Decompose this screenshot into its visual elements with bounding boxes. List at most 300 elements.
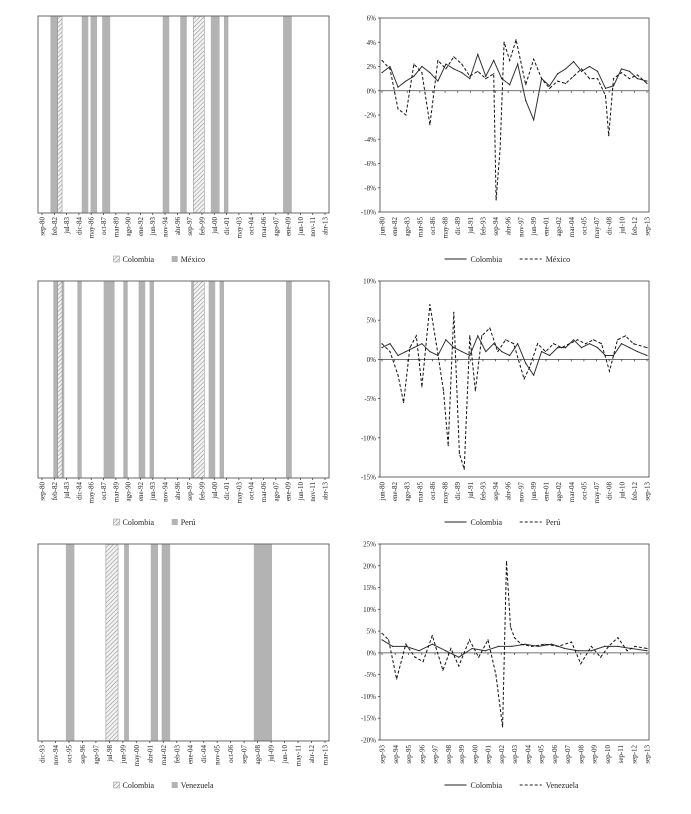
x-tick-label: oct-04 <box>247 217 256 235</box>
data-point-colombia <box>517 343 518 344</box>
data-point-colombia <box>646 355 647 356</box>
period-bar-colombia-0 <box>106 545 118 741</box>
period-bar-venezuela-5 <box>254 545 272 741</box>
data-point-colombia <box>509 355 510 356</box>
data-point-colombia <box>413 76 414 77</box>
data-point-colombia <box>453 347 454 348</box>
data-point-venezuela <box>450 648 451 649</box>
data-point-méxico <box>646 83 647 84</box>
x-tick-label: mar-13 <box>321 745 330 766</box>
x-tick-label: nov-11 <box>309 217 318 237</box>
data-point-perú <box>436 343 437 344</box>
plot-frame <box>380 544 649 740</box>
y-tick-label: -10% <box>360 208 376 217</box>
data-point-colombia <box>405 80 406 81</box>
legend-swatch-0 <box>114 256 120 262</box>
x-tick-label: dic-01 <box>223 482 232 500</box>
x-tick-label: jul-00 <box>210 482 219 499</box>
x-tick-label: mar-04 <box>567 217 576 238</box>
data-point-perú <box>429 304 430 305</box>
x-tick-label: sep-98 <box>444 745 453 764</box>
x-tick-label: abr-12 <box>308 745 317 764</box>
period-bar-méxico-2 <box>91 17 98 213</box>
y-tick-label: 0% <box>366 87 376 96</box>
data-point-méxico <box>493 73 494 74</box>
data-point-venezuela <box>617 637 618 638</box>
data-point-perú <box>577 339 578 340</box>
data-point-méxico <box>461 63 462 64</box>
data-point-méxico <box>477 71 478 72</box>
x-tick-label: oct-87 <box>100 217 109 235</box>
legend <box>445 781 580 790</box>
data-point-colombia <box>493 60 494 61</box>
data-point-colombia <box>629 347 630 348</box>
data-point-venezuela <box>646 648 647 649</box>
x-tick-label: ene-04 <box>186 745 195 765</box>
data-point-colombia <box>525 100 526 101</box>
data-point-colombia <box>461 72 462 73</box>
y-tick-label: -15% <box>360 714 376 723</box>
x-tick-label: oct-87 <box>100 482 109 500</box>
x-tick-label: may-00 <box>132 745 141 767</box>
data-point-venezuela <box>487 639 488 640</box>
data-point-colombia <box>589 66 590 67</box>
y-tick-label: -5% <box>364 395 376 404</box>
data-point-perú <box>453 312 454 313</box>
data-point-méxico <box>525 84 526 85</box>
data-point-colombia <box>573 339 574 340</box>
data-point-méxico <box>515 39 516 40</box>
data-point-venezuela <box>495 674 496 675</box>
data-point-méxico <box>405 114 406 115</box>
data-point-colombia <box>429 351 430 352</box>
x-tick-label: oct-05 <box>580 217 589 235</box>
x-tick-label: sep-13 <box>643 217 652 236</box>
x-tick-label: sep-04 <box>524 745 533 764</box>
y-tick-label: -6% <box>364 160 376 168</box>
x-tick-label: sep-94 <box>492 481 501 501</box>
data-point-colombia <box>617 646 618 647</box>
x-tick-label: sep-11 <box>617 745 625 764</box>
x-tick-label: jun-99 <box>529 217 538 236</box>
data-point-perú <box>389 351 390 352</box>
data-point-venezuela <box>634 646 635 647</box>
data-point-perú <box>593 339 594 340</box>
data-point-colombia <box>429 72 430 73</box>
data-point-colombia <box>533 119 534 120</box>
x-tick-label: dic-01 <box>223 217 232 235</box>
legend-swatch-0 <box>114 782 120 788</box>
data-point-méxico <box>504 42 505 43</box>
legend-swatch-0 <box>114 519 120 525</box>
y-tick-label: 4% <box>366 38 376 47</box>
x-tick-label: sep-97 <box>186 482 195 501</box>
x-tick-label: jun-93 <box>149 217 158 236</box>
y-tick-label: -4% <box>364 135 376 144</box>
recession-chart-0 <box>38 16 330 238</box>
x-tick-label: may-07 <box>593 482 602 504</box>
data-point-colombia <box>381 639 382 640</box>
data-point-venezuela <box>558 646 559 647</box>
data-point-venezuela <box>405 644 406 645</box>
data-point-venezuela <box>432 635 433 636</box>
data-point-perú <box>617 339 618 340</box>
x-tick-label: feb-99 <box>198 217 207 236</box>
data-point-venezuela <box>591 646 592 647</box>
x-tick-label: sep-13 <box>643 745 652 764</box>
x-tick-label: sep-97 <box>431 745 440 764</box>
data-point-perú <box>459 453 460 454</box>
data-point-venezuela <box>502 726 503 727</box>
y-tick-label: 0% <box>366 355 376 364</box>
x-tick-label: jul-00 <box>210 217 219 234</box>
period-bar-venezuela-2 <box>124 545 129 741</box>
data-point-colombia <box>551 644 552 645</box>
x-tick-label: jul-10 <box>618 217 627 234</box>
x-tick-label: jun-93 <box>149 482 158 501</box>
x-tick-label: ago-07 <box>272 217 281 237</box>
x-tick-label: oct-86 <box>428 482 437 500</box>
x-tick-label: mar-85 <box>416 217 425 238</box>
data-point-méxico <box>437 60 438 61</box>
data-point-colombia <box>509 84 510 85</box>
y-tick-label: 10% <box>363 605 376 614</box>
x-tick-label: may-11 <box>294 745 303 767</box>
data-point-colombia <box>564 648 565 649</box>
x-tick-label: jul-91 <box>466 217 475 234</box>
data-point-colombia <box>581 347 582 348</box>
data-point-perú <box>646 347 647 348</box>
x-tick-label: ago-02 <box>555 482 564 502</box>
legend <box>114 255 206 264</box>
data-point-venezuela <box>388 639 389 640</box>
data-point-colombia <box>621 68 622 69</box>
x-tick-label: sep-94 <box>492 216 501 236</box>
data-point-colombia <box>581 71 582 72</box>
y-tick-label: 0% <box>366 649 376 658</box>
x-tick-label: jul-83 <box>63 482 72 499</box>
data-point-colombia <box>621 343 622 344</box>
x-tick-label: sep-02 <box>497 745 506 764</box>
x-tick-label: jun-99 <box>119 745 128 764</box>
data-point-colombia <box>381 72 382 73</box>
legend-label-1: Venezuela <box>180 781 214 790</box>
data-point-perú <box>513 343 514 344</box>
x-tick-label: nov-11 <box>309 482 318 502</box>
data-point-colombia <box>498 646 499 647</box>
period-bar-colombia-1 <box>193 17 204 213</box>
data-point-colombia <box>629 71 630 72</box>
plot-frame <box>38 544 329 741</box>
x-tick-label: dic-04 <box>200 745 209 763</box>
data-point-colombia <box>501 351 502 352</box>
recession-chart-4 <box>38 544 330 766</box>
data-point-méxico <box>500 148 501 149</box>
x-tick-label: may-86 <box>87 217 96 239</box>
y-tick-label: 15% <box>363 584 376 593</box>
x-tick-label: oct-95 <box>65 745 74 763</box>
data-point-perú <box>505 339 506 340</box>
data-point-colombia <box>533 374 534 375</box>
legend-label-1: México <box>180 255 206 264</box>
data-point-venezuela <box>571 641 572 642</box>
x-tick-label: nov-05 <box>213 745 222 765</box>
data-point-méxico <box>445 68 446 69</box>
data-point-colombia <box>413 347 414 348</box>
x-tick-label: jun-80 <box>378 217 387 236</box>
x-tick-label: dic-08 <box>605 482 614 500</box>
data-point-colombia <box>445 650 446 651</box>
x-tick-label: mar-85 <box>416 482 425 503</box>
data-point-méxico <box>605 95 606 96</box>
x-tick-label: may-88 <box>441 482 450 504</box>
data-point-colombia <box>557 347 558 348</box>
x-tick-label: sep-13 <box>643 482 652 501</box>
data-point-colombia <box>397 87 398 88</box>
x-tick-label: mar-89 <box>112 217 121 238</box>
x-tick-label: abr-13 <box>321 217 330 236</box>
data-point-venezuela <box>506 561 507 562</box>
x-tick-label: jul-98 <box>105 745 114 762</box>
x-tick-label: sep-07 <box>564 745 572 764</box>
x-tick-label: dic-93 <box>38 745 47 763</box>
x-tick-label: sep-96 <box>78 745 87 764</box>
x-tick-label: abr-96 <box>504 482 513 501</box>
data-point-perú <box>553 343 554 344</box>
data-point-colombia <box>637 351 638 352</box>
period-bar-perú-4 <box>139 282 146 478</box>
x-tick-label: dic-08 <box>605 217 614 235</box>
x-tick-label: ene-09 <box>284 482 293 502</box>
x-tick-label: feb-93 <box>479 482 488 501</box>
data-point-perú <box>585 343 586 344</box>
data-point-méxico <box>509 60 510 61</box>
data-point-perú <box>403 402 404 403</box>
x-tick-label: ene-01 <box>542 482 551 502</box>
growth-chart-5 <box>361 541 652 764</box>
data-point-colombia <box>485 76 486 77</box>
data-point-méxico <box>557 80 558 81</box>
data-point-perú <box>523 378 524 379</box>
data-point-perú <box>497 351 498 352</box>
data-point-perú <box>633 343 634 344</box>
period-bar-colombia-0 <box>58 17 62 213</box>
data-point-méxico <box>381 60 382 61</box>
x-tick-label: jul-83 <box>63 217 72 234</box>
data-point-méxico <box>621 72 622 73</box>
data-point-colombia <box>597 347 598 348</box>
data-point-colombia <box>472 648 473 649</box>
period-bar-perú-3 <box>123 282 127 478</box>
data-point-colombia <box>591 650 592 651</box>
data-point-méxico <box>613 78 614 79</box>
data-point-colombia <box>432 644 433 645</box>
legend-swatch-1 <box>172 782 178 788</box>
data-point-perú <box>601 343 602 344</box>
period-bar-colombia-1 <box>193 282 204 478</box>
legend-label-0: Colombia <box>470 255 503 264</box>
x-tick-label: sep-99 <box>458 745 466 764</box>
y-tick-label: 20% <box>363 562 376 571</box>
period-bar-venezuela-4 <box>162 545 170 741</box>
data-point-perú <box>448 445 449 446</box>
period-bar-colombia-0 <box>58 282 62 478</box>
data-point-colombia <box>646 650 647 651</box>
x-tick-label: jun-80 <box>378 482 387 501</box>
data-point-colombia <box>637 78 638 79</box>
period-bar-venezuela-0 <box>66 545 74 741</box>
data-point-perú <box>481 335 482 336</box>
x-tick-label: abr-96 <box>173 217 182 236</box>
x-tick-label: sep-08 <box>577 745 586 764</box>
x-tick-label: sep-01 <box>484 745 493 764</box>
data-point-méxico <box>589 78 590 79</box>
legend-label-1: Perú <box>545 518 561 527</box>
x-tick-label: nov-97 <box>517 217 526 237</box>
x-tick-label: sep-80 <box>38 217 47 236</box>
x-tick-label: ago-90 <box>124 217 133 237</box>
data-point-méxico <box>541 78 542 79</box>
x-tick-label: sep-94 <box>391 745 400 764</box>
data-point-perú <box>421 386 422 387</box>
data-point-colombia <box>458 657 459 658</box>
data-point-perú <box>625 335 626 336</box>
data-point-méxico <box>429 124 430 125</box>
data-point-méxico <box>389 68 390 69</box>
data-point-perú <box>537 343 538 344</box>
data-point-venezuela <box>600 657 601 658</box>
x-tick-label: feb-82 <box>50 482 59 501</box>
x-tick-label: sep-95 <box>405 745 413 764</box>
data-point-venezuela <box>422 661 423 662</box>
legend-label-0: Colombia <box>470 781 503 790</box>
x-tick-label: feb-03 <box>173 745 182 764</box>
data-point-colombia <box>419 650 420 651</box>
x-tick-label: ene-09 <box>284 217 293 237</box>
data-point-perú <box>381 343 382 344</box>
x-tick-label: sep-06 <box>550 745 559 764</box>
y-tick-label: 25% <box>363 540 376 549</box>
data-point-colombia <box>485 351 486 352</box>
data-point-perú <box>409 347 410 348</box>
x-tick-label: sep-80 <box>38 482 47 501</box>
x-tick-label: ene-92 <box>136 217 145 237</box>
x-tick-label: ago-83 <box>403 482 412 502</box>
data-point-méxico <box>413 63 414 64</box>
period-bar-méxico-1 <box>82 17 89 213</box>
x-tick-label: ago-97 <box>92 745 101 765</box>
legend-label-1: Perú <box>180 518 196 527</box>
data-point-venezuela <box>415 657 416 658</box>
y-tick-label: -2% <box>364 111 376 120</box>
data-point-méxico <box>469 76 470 77</box>
x-tick-label: mar-06 <box>259 217 268 238</box>
x-tick-label: dic-89 <box>454 217 463 235</box>
data-point-colombia <box>557 73 558 74</box>
data-point-venezuela <box>458 665 459 666</box>
data-point-perú <box>561 347 562 348</box>
x-tick-label: jun-10 <box>281 745 290 764</box>
data-point-colombia <box>477 335 478 336</box>
data-point-perú <box>397 374 398 375</box>
plot-frame <box>380 18 649 212</box>
legend-label-0: Colombia <box>122 255 155 264</box>
data-point-perú <box>529 367 530 368</box>
x-tick-label: oct-05 <box>580 482 589 500</box>
data-point-colombia <box>549 355 550 356</box>
y-tick-label: 10% <box>363 277 376 286</box>
data-point-venezuela <box>531 646 532 647</box>
period-bar-méxico-7 <box>224 17 228 213</box>
x-tick-label: ago-90 <box>124 482 133 502</box>
x-tick-label: mar-06 <box>259 482 268 503</box>
data-point-méxico <box>565 83 566 84</box>
x-tick-label: abr-96 <box>504 217 513 236</box>
x-tick-label: feb-12 <box>630 217 639 236</box>
data-point-venezuela <box>608 646 609 647</box>
x-tick-label: nov-94 <box>161 217 170 237</box>
data-point-venezuela <box>514 637 515 638</box>
x-tick-label: mar-04 <box>567 482 576 503</box>
x-tick-label: oct-04 <box>247 482 256 500</box>
x-tick-label: sep-12 <box>630 745 639 764</box>
legend <box>445 518 561 527</box>
data-point-colombia <box>453 68 454 69</box>
data-point-colombia <box>392 646 393 647</box>
x-tick-label: sep-10 <box>603 745 612 764</box>
y-tick-label: 5% <box>366 627 376 636</box>
period-bar-méxico-8 <box>283 17 292 213</box>
data-point-venezuela <box>580 663 581 664</box>
data-point-méxico <box>453 56 454 57</box>
x-tick-label: nov-94 <box>161 482 170 502</box>
data-point-venezuela <box>381 633 382 634</box>
data-point-méxico <box>496 199 497 200</box>
data-point-colombia <box>538 646 539 647</box>
x-tick-label: feb-12 <box>630 482 639 501</box>
x-tick-label: nov-97 <box>517 482 526 502</box>
period-bar-perú-1 <box>77 282 81 478</box>
data-point-perú <box>464 469 465 470</box>
data-point-perú <box>475 390 476 391</box>
period-bar-perú-9 <box>286 282 292 478</box>
period-bar-méxico-5 <box>180 17 187 213</box>
period-bar-perú-2 <box>104 282 115 478</box>
data-point-colombia <box>397 355 398 356</box>
legend <box>114 518 196 527</box>
period-bar-venezuela-3 <box>151 545 158 741</box>
x-tick-label: jun-99 <box>529 482 538 501</box>
period-bar-perú-5 <box>150 282 154 478</box>
x-tick-label: feb-82 <box>50 217 59 236</box>
data-point-méxico <box>485 78 486 79</box>
data-point-colombia <box>605 88 606 89</box>
y-tick-label: 6% <box>366 14 376 23</box>
legend-label-0: Colombia <box>122 781 155 790</box>
x-tick-label: sep-97 <box>186 217 195 236</box>
period-bar-perú-7 <box>209 282 216 478</box>
x-tick-label: jul-10 <box>618 482 627 499</box>
x-tick-label: ene-01 <box>542 217 551 237</box>
x-tick-label: ago-07 <box>272 482 281 502</box>
period-bar-méxico-4 <box>163 17 170 213</box>
data-point-colombia <box>405 351 406 352</box>
data-point-méxico <box>573 76 574 77</box>
data-point-méxico <box>397 108 398 109</box>
data-point-venezuela <box>510 626 511 627</box>
x-tick-label: ago-02 <box>555 217 564 237</box>
legend-label-0: Colombia <box>470 518 503 527</box>
